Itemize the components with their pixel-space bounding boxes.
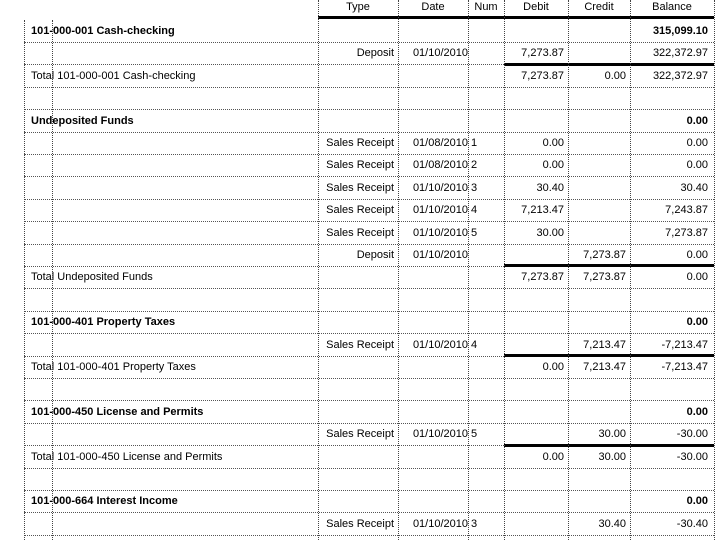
- total-label: Total 101-000-401 Property Taxes: [31, 361, 196, 373]
- type-cell: Sales Receipt: [326, 517, 394, 530]
- header-date: Date: [421, 1, 445, 13]
- account-name: 101-000-450 License and Permits: [31, 405, 204, 418]
- type-cell: Deposit: [356, 249, 394, 261]
- balance-cell: -30.00: [676, 428, 708, 441]
- balance-cell: 7,243.87: [665, 204, 708, 217]
- account-header-row: [24, 490, 714, 513]
- debit-cell: 7,213.47: [521, 204, 564, 217]
- num-cell: 4: [471, 204, 478, 217]
- balance-cell: 322,372.97: [652, 47, 708, 60]
- blank-row: [24, 468, 714, 491]
- account-header-row: [24, 110, 714, 133]
- total-rule: [504, 264, 714, 267]
- header-debit: Debit: [523, 1, 549, 13]
- type-cell: Sales Receipt: [326, 226, 394, 239]
- date-cell: 01/10/2010: [412, 181, 468, 194]
- gridline: [52, 20, 53, 540]
- debit-cell: 0.00: [542, 137, 564, 149]
- debit-cell: 30.00: [536, 226, 564, 239]
- num-cell: 3: [471, 181, 478, 194]
- header-credit: Credit: [584, 1, 614, 13]
- date-cell: 01/10/2010: [412, 428, 468, 441]
- balance-cell: -30.40: [676, 517, 708, 530]
- header-type: Type: [346, 1, 370, 13]
- total-rule: [504, 354, 714, 357]
- credit-cell: 7,273.87: [583, 249, 626, 261]
- gridline: [568, 0, 569, 540]
- type-cell: Sales Receipt: [326, 204, 394, 217]
- account-header-row: [24, 401, 714, 424]
- blank-row: [24, 378, 714, 401]
- type-cell: Sales Receipt: [326, 159, 394, 172]
- credit-cell: 0.00: [604, 69, 626, 82]
- transaction-row: [24, 154, 714, 177]
- total-rule: [504, 444, 714, 447]
- blank-row: [24, 289, 714, 312]
- transaction-row: [24, 177, 714, 200]
- header-num: Num: [474, 1, 498, 13]
- date-cell: 01/10/2010: [412, 47, 468, 60]
- debit-cell: 0.00: [542, 450, 564, 463]
- blank-row: [24, 87, 714, 110]
- gridline: [714, 0, 715, 540]
- balance-cell: 0.00: [686, 249, 708, 261]
- balance-cell: 315,099.10: [652, 25, 708, 37]
- num-cell: 5: [471, 428, 478, 441]
- transaction-row: [24, 132, 714, 155]
- account-name: 101-000-401 Property Taxes: [31, 316, 176, 329]
- balance-cell: 0.00: [686, 137, 708, 149]
- debit-cell: 0.00: [542, 361, 564, 373]
- balance-cell: 0.00: [686, 316, 708, 329]
- credit-cell: 7,213.47: [583, 338, 626, 351]
- date-cell: 01/10/2010: [412, 204, 468, 217]
- type-cell: Sales Receipt: [326, 181, 394, 194]
- balance-cell: -30.00: [676, 450, 708, 463]
- gridline: [504, 0, 505, 540]
- balance-cell: 0.00: [686, 271, 708, 284]
- balance-cell: 7,273.87: [665, 226, 708, 239]
- account-name: Undeposited Funds: [31, 114, 134, 127]
- account-total-row: [24, 65, 714, 88]
- total-label: Total Undeposited Funds: [31, 271, 153, 284]
- debit-cell: 30.40: [536, 181, 564, 194]
- type-cell: Sales Receipt: [326, 137, 394, 149]
- account-total-row: [24, 446, 714, 469]
- credit-cell: 30.40: [598, 517, 626, 530]
- balance-cell: 0.00: [686, 405, 708, 418]
- transaction-row: [24, 222, 714, 245]
- header-balance: Balance: [652, 1, 692, 13]
- credit-cell: 7,213.47: [583, 361, 626, 373]
- gridline: [398, 0, 399, 540]
- gridline: [468, 0, 469, 540]
- total-label: Total 101-000-001 Cash-checking: [31, 69, 196, 82]
- num-cell: 5: [471, 226, 478, 239]
- total-rule: [504, 63, 714, 66]
- date-cell: 01/10/2010: [412, 226, 468, 239]
- transaction-row: [24, 513, 714, 536]
- gridline: [630, 0, 631, 540]
- date-cell: 01/08/2010: [412, 137, 468, 149]
- date-cell: 01/10/2010: [412, 338, 468, 351]
- credit-cell: 30.00: [598, 450, 626, 463]
- total-label: Total 101-000-450 License and Permits: [31, 450, 223, 463]
- balance-cell: 0.00: [686, 159, 708, 172]
- balance-cell: -7,213.47: [661, 361, 708, 373]
- transaction-row: [24, 199, 714, 222]
- balance-cell: -7,213.47: [661, 338, 708, 351]
- debit-cell: 7,273.87: [521, 271, 564, 284]
- gridline: [318, 0, 319, 540]
- num-cell: 2: [471, 159, 478, 172]
- date-cell: 01/08/2010: [412, 159, 468, 172]
- account-name: 101-000-664 Interest Income: [31, 495, 178, 508]
- num-cell: 3: [471, 517, 478, 530]
- account-total-row: [24, 266, 714, 289]
- date-cell: 01/10/2010: [412, 517, 468, 530]
- balance-cell: 30.40: [680, 181, 708, 194]
- credit-cell: 30.00: [598, 428, 626, 441]
- type-cell: Deposit: [356, 47, 394, 60]
- date-cell: 01/10/2010: [412, 249, 468, 261]
- account-header-row: [24, 20, 714, 43]
- account-total-row: [24, 356, 714, 379]
- account-header-row: [24, 311, 714, 334]
- balance-cell: 0.00: [686, 495, 708, 508]
- num-cell: 1: [471, 137, 478, 149]
- credit-cell: 7,273.87: [583, 271, 626, 284]
- account-name: 101-000-001 Cash-checking: [31, 25, 175, 37]
- balance-cell: 322,372.97: [652, 69, 708, 82]
- type-cell: Sales Receipt: [326, 428, 394, 441]
- debit-cell: 0.00: [542, 159, 564, 172]
- type-cell: Sales Receipt: [326, 338, 394, 351]
- header-underline: [318, 16, 714, 19]
- num-cell: 4: [471, 338, 478, 351]
- debit-cell: 7,273.87: [521, 47, 564, 60]
- debit-cell: 7,273.87: [521, 69, 564, 82]
- balance-cell: 0.00: [686, 114, 708, 127]
- gridline: [24, 20, 25, 540]
